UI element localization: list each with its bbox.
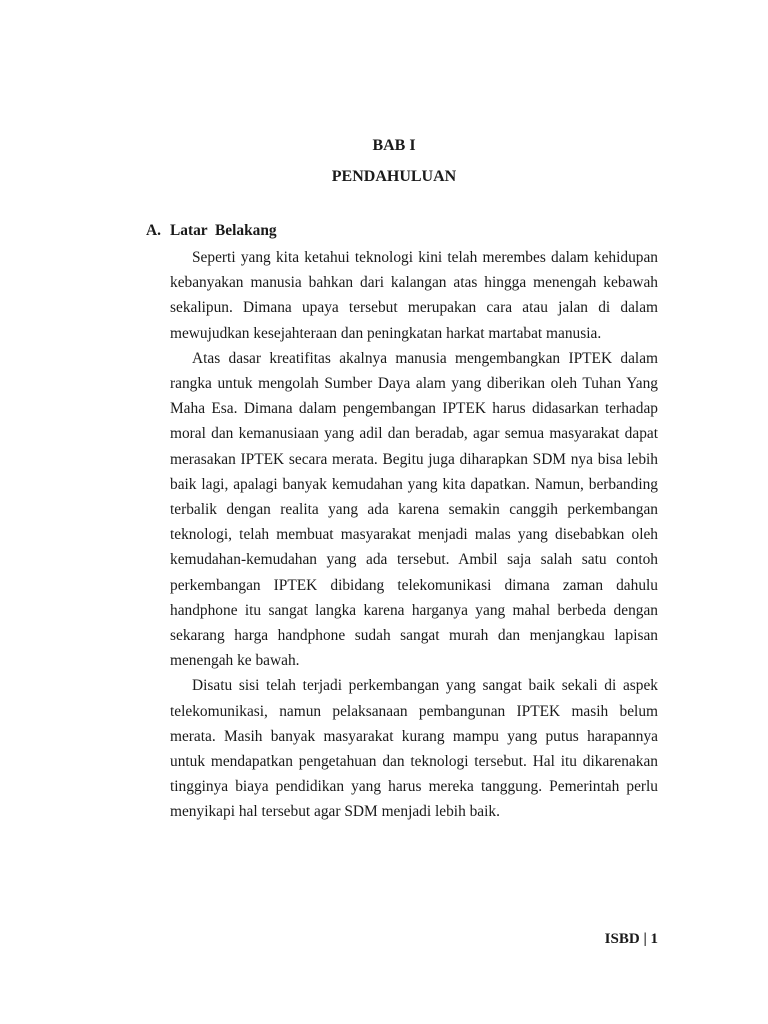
chapter-title: PENDAHULUAN bbox=[331, 168, 457, 185]
section-heading bbox=[146, 222, 277, 240]
section-heading-text: Latar Belakang bbox=[170, 222, 277, 239]
page-footer: ISBD | 1 bbox=[604, 931, 658, 947]
section-marker: A. bbox=[146, 222, 161, 239]
chapter-label: BAB I bbox=[372, 137, 416, 154]
paragraph: Disatu sisi telah terjadi perkembangan yang sangat baik sekali di aspek telekomunikasi, namun pelaksanaan pembangunan IPTEK masih belum merata. Masih banyak masyarakat kurang mampu yang putus harapannya untuk mendapatkan pengetahuan dan teknologi tersebut. Hal itu dikarenakan tingginya biaya pendidikan yang harus mereka tanggung. Pemerintah perlu menyikapi hal tersebut agar SDM menjadi lebih baik. bbox=[170, 677, 658, 821]
section-body bbox=[170, 245, 658, 825]
paragraph: Atas dasar kreatifitas akalnya manusia mengembangkan IPTEK dalam rangka untuk mengolah Sumber Daya alam yang diberikan oleh Tuhan Yang Maha Esa. Dimana dalam pengembangan IPTEK harus didasarkan terhadap moral dan kemanusiaan yang adil dan beradab, agar semua masyarakat dapat merasakan IPTEK secara merata. Begitu juga diharapkan SDM nya bisa lebih baik lagi, apalagi banyak kemudahan yang kita dapatkan. Namun, berbanding terbalik dengan realita yang ada karena semakin canggih perkembangan teknologi, telah membuat masyarakat menjadi malas yang disebabkan oleh kemudahan-kemudahan yang ada tersebut. Ambil saja salah satu contoh perkembangan IPTEK dibidang telekomunikasi dimana zaman dahulu handphone itu sangat langka karena harganya yang mahal berbeda dengan sekarang harga handphone sudah sangat murah dan menjangkau lapisan menengah ke bawah. bbox=[170, 349, 658, 670]
paragraph: Seperti yang kita ketahui teknologi kini telah merembes dalam kehidupan kebanyakan manusia bahkan dari kalangan atas hingga menengah kebawah sekalipun. Dimana upaya tersebut merupakan cara atau jalan di dalam mewujudkan kesejahteraan dan peningkatan harkat martabat manusia. bbox=[170, 249, 658, 342]
